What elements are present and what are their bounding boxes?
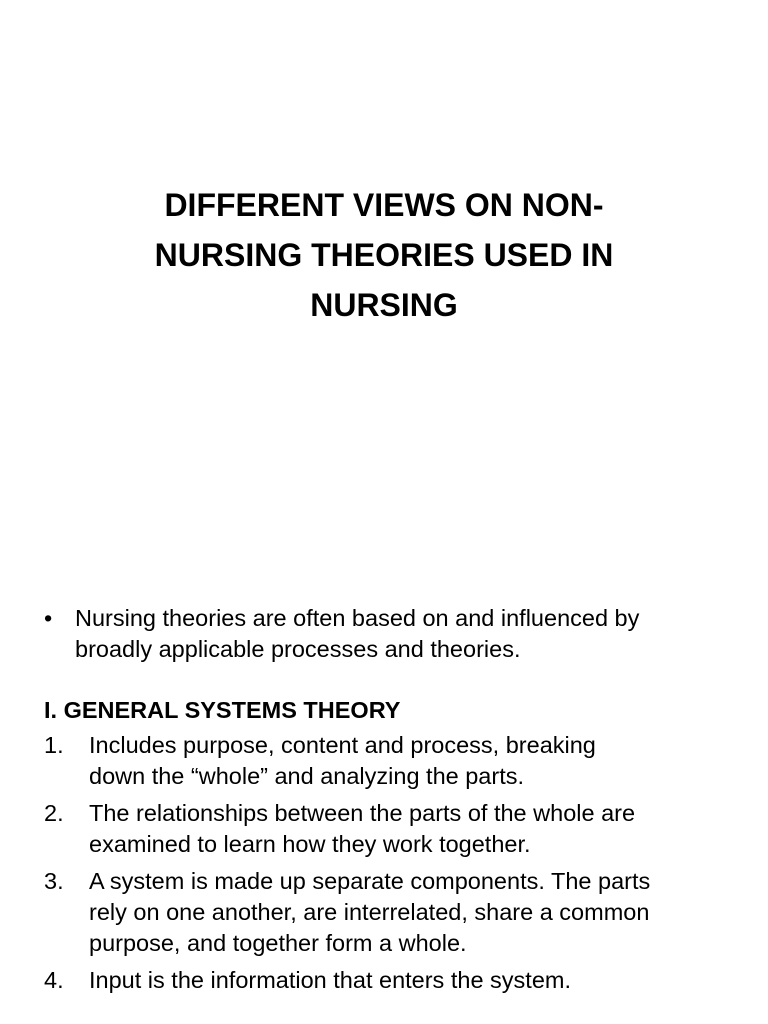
item-text xyxy=(89,965,734,996)
item-text xyxy=(89,730,734,792)
item-line: purpose, and together form a whole. xyxy=(89,930,467,956)
item-number: 1. xyxy=(44,732,64,758)
item-line: down the “whole” and analyzing the parts. xyxy=(89,763,525,789)
item-number: 2. xyxy=(44,800,64,826)
title-line: NURSING THEORIES USED IN xyxy=(154,237,614,273)
item-line: examined to learn how they work together. xyxy=(89,831,531,857)
item-line: rely on one another, are interrelated, share a common xyxy=(89,899,650,925)
title-line: NURSING xyxy=(310,287,458,323)
list-item xyxy=(44,965,734,996)
list-item xyxy=(44,798,734,860)
item-line: Includes purpose, content and process, breaking xyxy=(89,732,596,758)
item-line: A system is made up separate components. The parts xyxy=(89,868,651,894)
list-item xyxy=(44,730,734,792)
bullet-line: Nursing theories are often based on and influenced by xyxy=(75,605,640,631)
item-number: 4. xyxy=(44,967,64,993)
title-line: DIFFERENT VIEWS ON NON- xyxy=(164,187,604,223)
bullet-icon: • xyxy=(44,605,53,631)
slide-title xyxy=(60,180,708,330)
intro-bullet xyxy=(44,603,734,665)
list-item xyxy=(44,866,734,959)
section-heading: I. GENERAL SYSTEMS THEORY xyxy=(44,697,401,723)
numbered-list xyxy=(44,730,734,996)
bullet-text xyxy=(75,603,734,665)
item-text xyxy=(89,798,734,860)
item-text xyxy=(89,866,734,959)
item-number: 3. xyxy=(44,868,64,894)
bullet-line: broadly applicable processes and theories. xyxy=(75,636,521,662)
item-line: The relationships between the parts of the whole are xyxy=(89,800,636,826)
slide-content xyxy=(44,603,734,1002)
item-line: Input is the information that enters the system. xyxy=(89,967,571,993)
